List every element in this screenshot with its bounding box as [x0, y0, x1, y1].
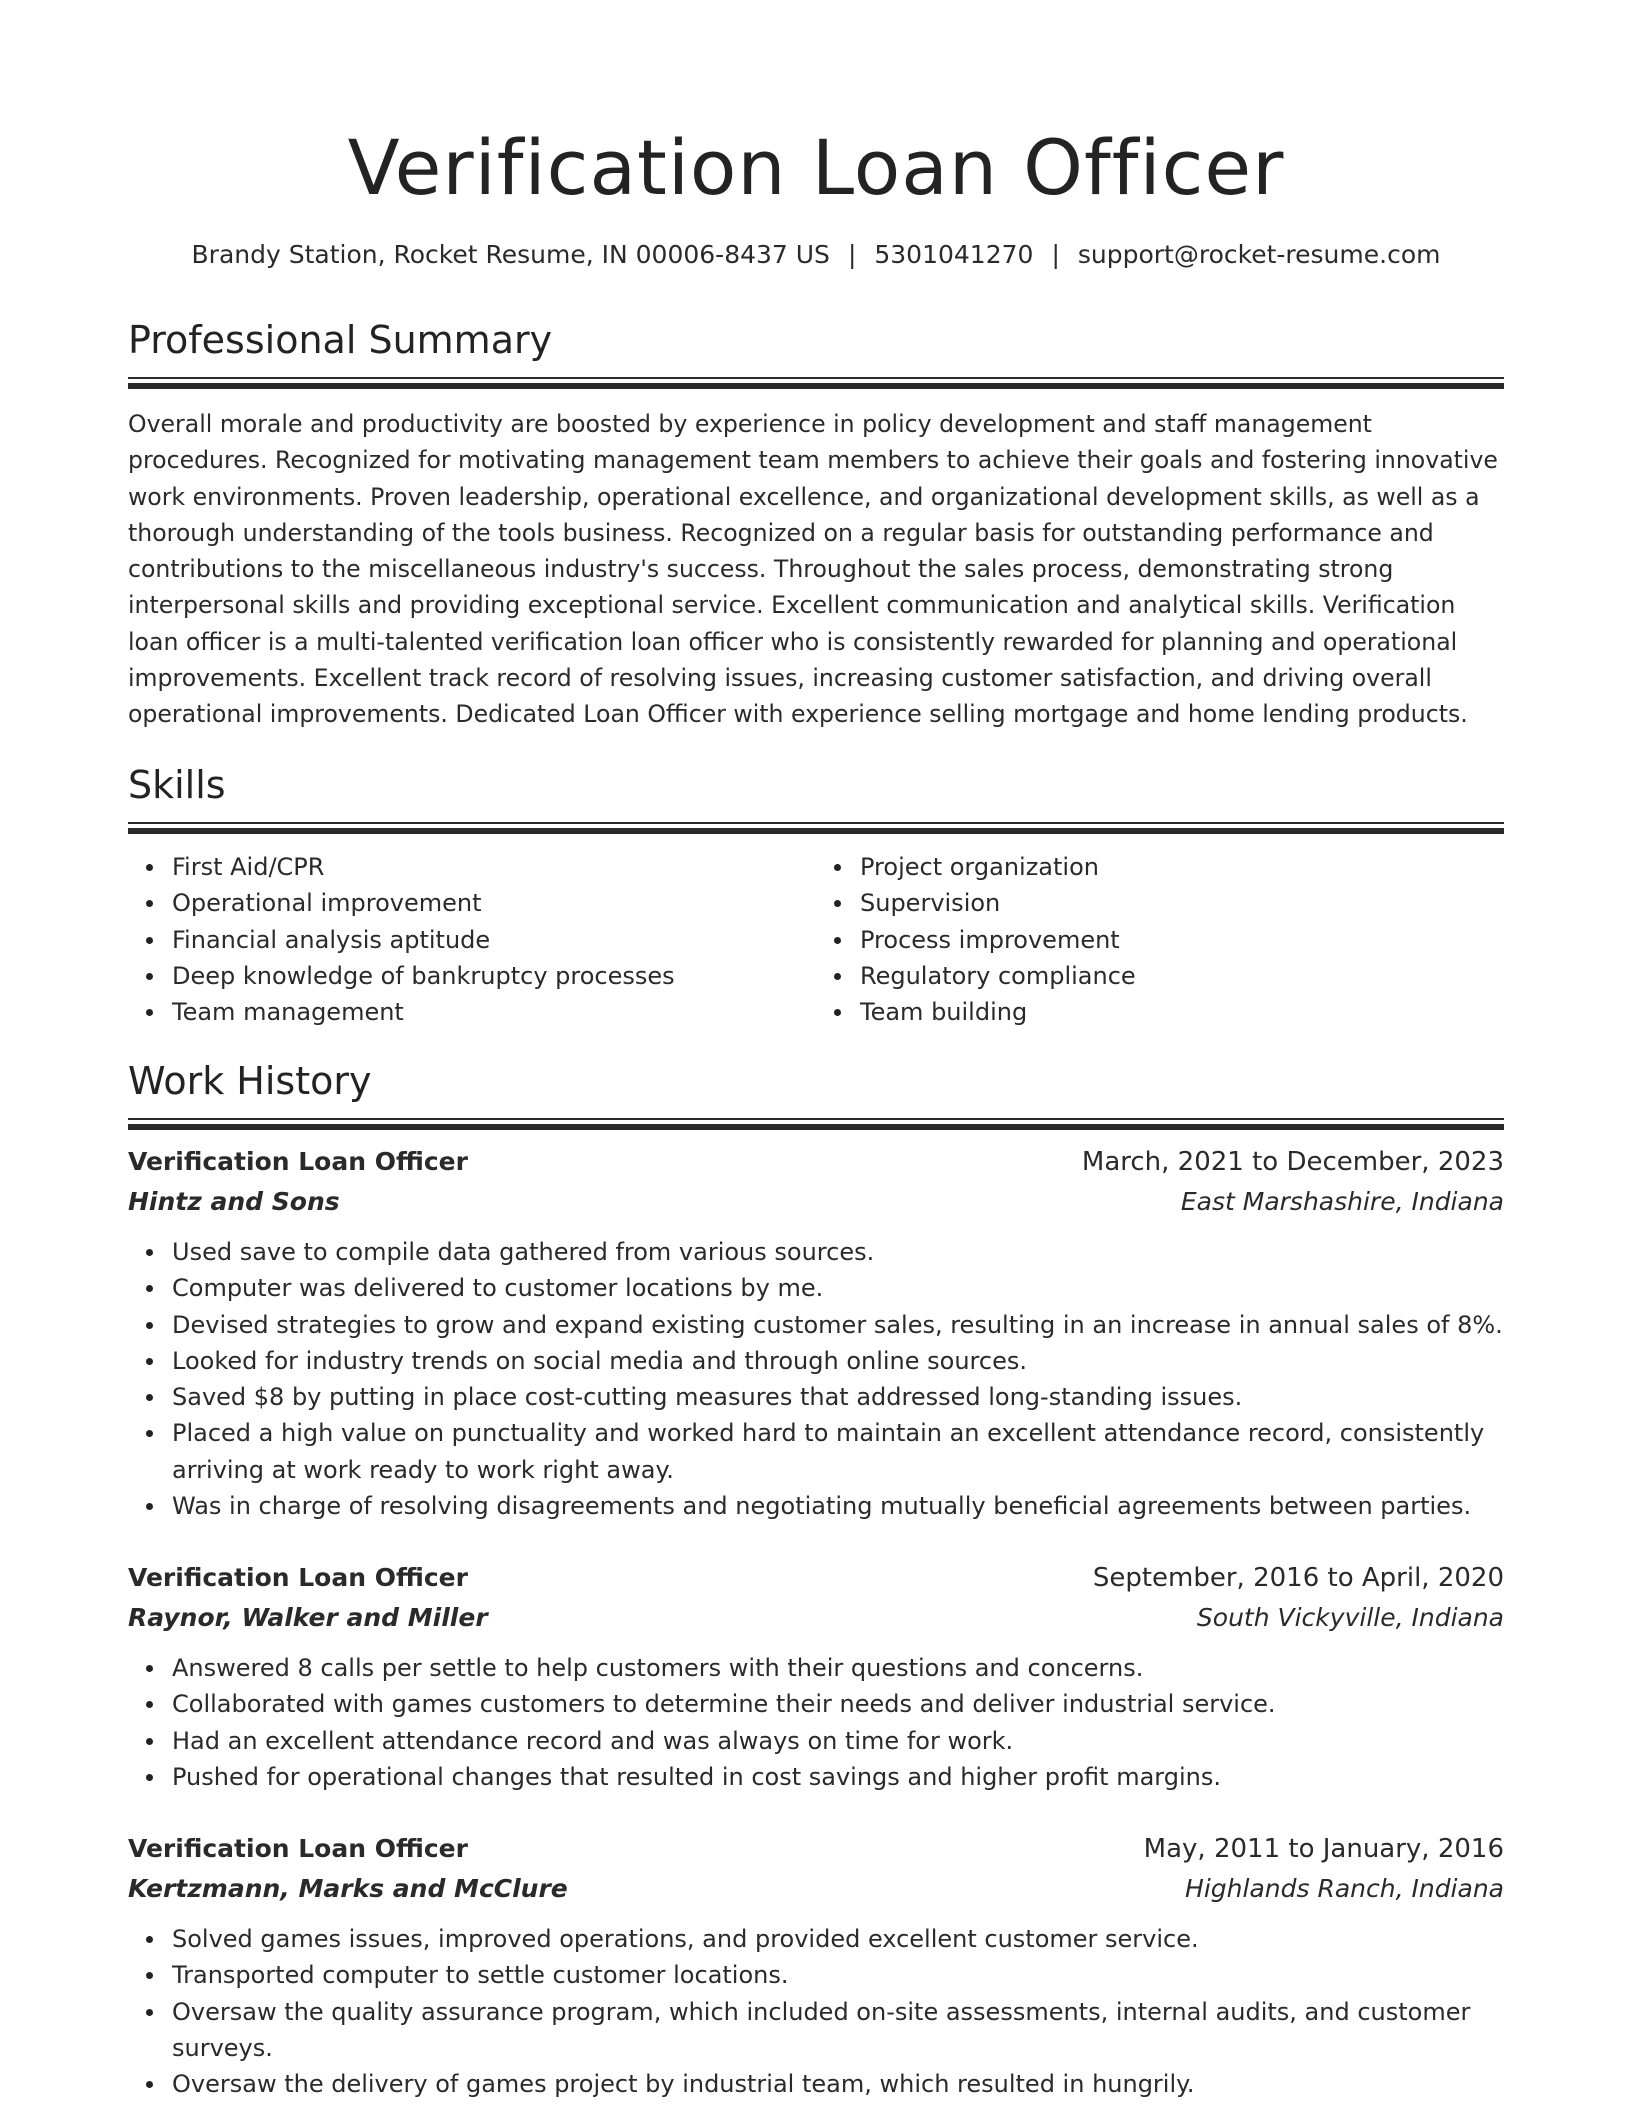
resume-page: [128, 0, 1504, 2099]
job-bullet: Collaborated with games customers to determine their needs and deliver industrial service.: [172, 1686, 1504, 1722]
skills-list-right: [816, 849, 1504, 1030]
job-bullet: Saved $8 by putting in place cost-cutting measures that addressed long-standing issues.: [172, 1379, 1504, 1415]
resume-title: Verification Loan Officer: [347, 123, 1285, 212]
job-bullet: Pushed for operational changes that resulted in cost savings and higher profit margins.: [172, 1759, 1504, 1795]
job-title: Verification Loan Officer: [128, 1834, 468, 1863]
work-history-heading: Work History: [128, 1059, 372, 1103]
job-title: Verification Loan Officer: [128, 1563, 468, 1592]
job-company-row: [128, 1182, 1504, 1222]
job-bullet-list: [128, 1234, 1504, 1524]
job-bullet: Used save to compile data gathered from various sources.: [172, 1234, 1504, 1270]
contact-line: [128, 238, 1504, 272]
job-bullet: Looked for industry trends on social media and through online sources.: [172, 1343, 1504, 1379]
job-dates: March, 2021 to December, 2023: [1081, 1147, 1504, 1177]
job-bullet: Oversaw the delivery of games project by industrial team, which resulted in hungrily.: [172, 2066, 1504, 2102]
job-location: South Vickyville, Indiana: [1196, 1603, 1504, 1632]
skill-item: Team management: [172, 994, 816, 1030]
summary-text: Overall morale and productivity are boosted by experience in policy development and staff management procedures. Recognized for motivating management team members to achieve their goals and fostering innovative work environments. Proven leadership, operational excellence, and organizational development skills, as well as a thorough understanding of the tools business. Recognized on a regular basis for outstanding performance and contributions to the miscellaneous industry's success. Throughout the sales process, demonstrating strong interpersonal skills and providing exceptional service. Excellent communication and analytical skills. Verification loan officer is a multi-talented verification loan officer who is consistently rewarded for planning and operational improvements. Excellent track record of resolving issues, increasing customer satisfaction, and driving overall operational improvements. Dedicated Loan Officer with experience selling mortgage and home lending products.: [128, 410, 1498, 729]
job-entry: [128, 1142, 1504, 1524]
contact-separator: |: [1051, 240, 1060, 269]
job-bullet: Transported computer to settle customer locations.: [172, 1957, 1504, 1993]
job-bullet: Had an excellent attendance record and was always on time for work.: [172, 1723, 1504, 1759]
job-entry: [128, 1558, 1504, 1795]
skill-item: Financial analysis aptitude: [172, 922, 816, 958]
job-bullet: Answered 8 calls per settle to help customers with their questions and concerns.: [172, 1650, 1504, 1686]
work-history-section: [128, 1056, 1504, 1133]
skill-item: Project organization: [860, 849, 1504, 885]
skill-item: Deep knowledge of bankruptcy processes: [172, 958, 816, 994]
job-location: Highlands Ranch, Indiana: [1185, 1874, 1504, 1903]
contact-separator: |: [847, 240, 857, 269]
job-company: Hintz and Sons: [128, 1187, 340, 1216]
contact-email: support@rocket-resume.com: [1077, 240, 1441, 269]
section-divider: [128, 822, 1504, 837]
job-location: East Marshashire, Indiana: [1180, 1187, 1504, 1216]
skill-item: Supervision: [860, 885, 1504, 921]
job-header-row: [128, 1829, 1504, 1869]
skill-item: First Aid/CPR: [172, 849, 816, 885]
skill-item: Team building: [860, 994, 1504, 1030]
contact-phone: 5301041270: [874, 240, 1034, 269]
job-bullet: Computer was delivered to customer locations by me.: [172, 1270, 1504, 1306]
job-dates: May, 2011 to January, 2016: [1143, 1834, 1504, 1864]
job-company: Kertzmann, Marks and McClure: [128, 1874, 568, 1903]
skill-item: Operational improvement: [172, 885, 816, 921]
job-dates: September, 2016 to April, 2020: [1092, 1563, 1504, 1593]
job-bullet: Placed a high value on punctuality and worked hard to maintain an excellent attendance record, consistently arriving at work ready to work right away.: [172, 1415, 1504, 1488]
section-divider: [128, 377, 1504, 392]
summary-section: [128, 315, 1504, 733]
job-bullet: Devised strategies to grow and expand existing customer sales, resulting in an increase in annual sales of 8%.: [172, 1307, 1504, 1343]
job-title: Verification Loan Officer: [128, 1147, 468, 1176]
job-header-row: [128, 1142, 1504, 1182]
job-company-row: [128, 1869, 1504, 1909]
job-bullet-list: [128, 1921, 1504, 2102]
skills-section: [128, 760, 1504, 1030]
section-divider: [128, 1118, 1504, 1133]
job-bullet: Solved games issues, improved operations, and provided excellent customer service.: [172, 1921, 1504, 1957]
job-entry: [128, 1829, 1504, 2102]
job-company-row: [128, 1598, 1504, 1638]
skills-grid: [128, 849, 1504, 1030]
job-bullet-list: [128, 1650, 1504, 1795]
summary-heading: Professional Summary: [128, 318, 553, 362]
job-bullet: Oversaw the quality assurance program, which included on-site assessments, internal audits, and customer surveys.: [172, 1994, 1504, 2067]
skill-item: Regulatory compliance: [860, 958, 1504, 994]
skills-heading: Skills: [128, 763, 226, 807]
contact-address: Brandy Station, Rocket Resume, IN 00006-8437 US: [191, 240, 830, 269]
job-header-row: [128, 1558, 1504, 1598]
job-bullet: Was in charge of resolving disagreements and negotiating mutually beneficial agreements between parties.: [172, 1488, 1504, 1524]
skills-list-left: [128, 849, 816, 1030]
job-company: Raynor, Walker and Miller: [128, 1603, 488, 1632]
skill-item: Process improvement: [860, 922, 1504, 958]
